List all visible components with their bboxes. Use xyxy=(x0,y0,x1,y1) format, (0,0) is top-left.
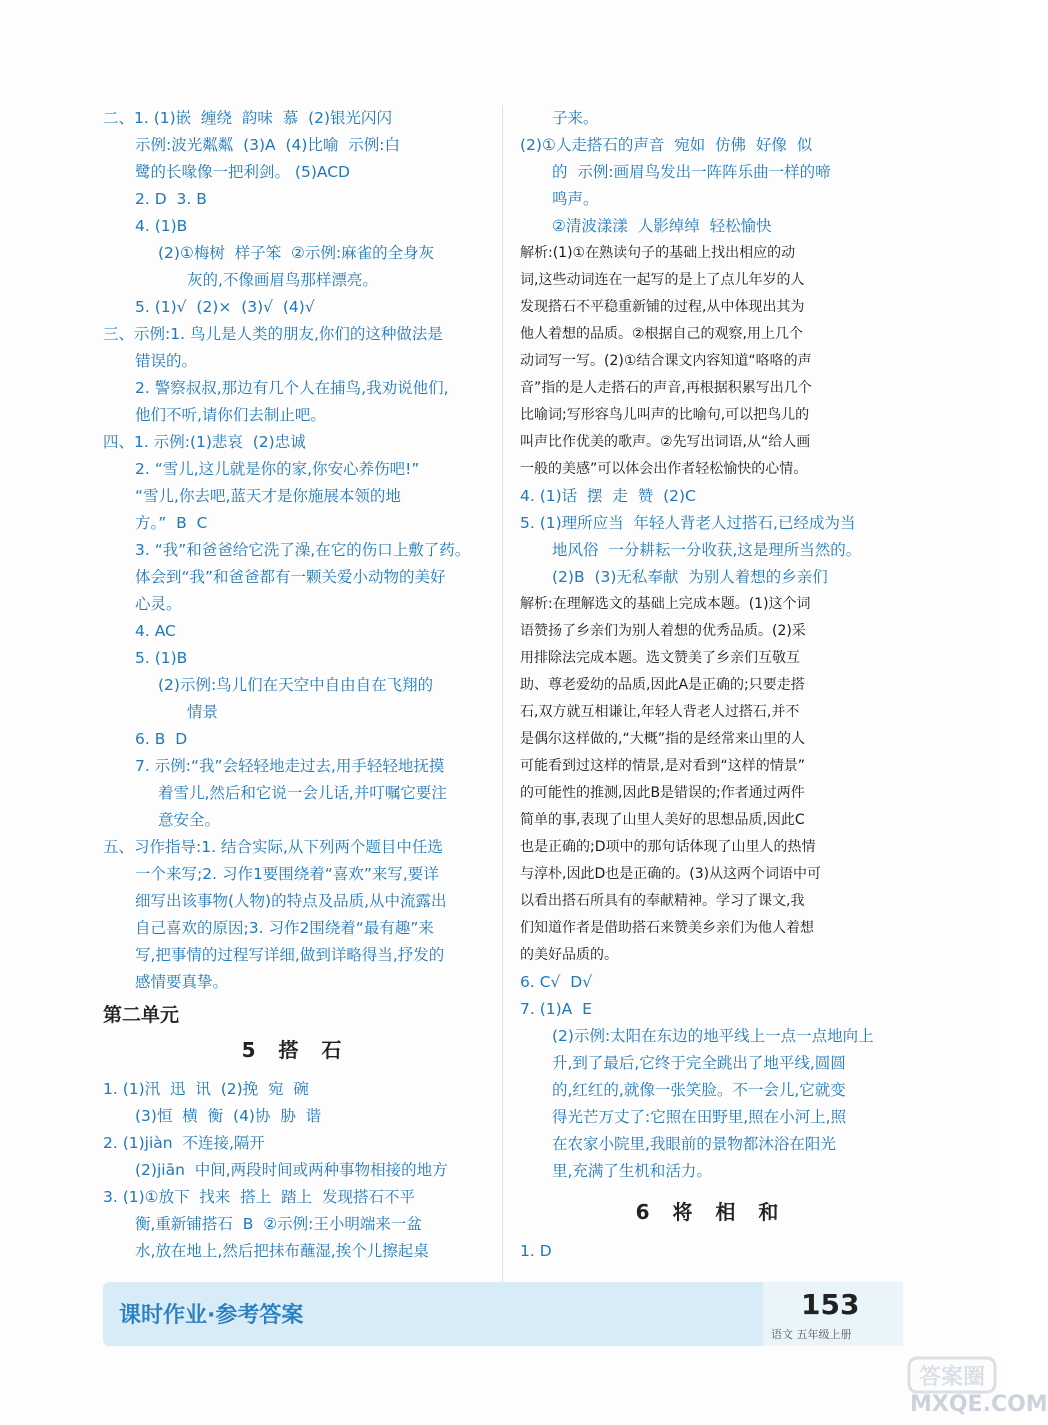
page-number: 153 xyxy=(801,1288,860,1321)
left-column-line: 着雪儿,然后和它说一会儿话,并叮嘱它要注 xyxy=(158,784,447,802)
right-column-line: 鸣声。 xyxy=(552,190,599,208)
right-column-line: 助、尊老爱幼的品质,因此A是正确的;只要走搭 xyxy=(520,677,805,693)
left-column-line: 自己喜欢的原因;3. 习作2围绕着“最有趣”来 xyxy=(135,919,434,937)
left-column-line: 体会到“我”和爸爸都有一颗关爱小动物的美好 xyxy=(135,568,446,586)
left-column-line: 5. (1)√ (2)× (3)√ (4)√ xyxy=(135,298,315,316)
right-column-line: 石,双方就互相谦让,年轻人背老人过搭石,并不 xyxy=(520,704,800,720)
left-column-line: 细写出该事物(人物)的特点及品质,从中流露出 xyxy=(135,892,447,910)
unit-title: 第二单元 xyxy=(103,1004,180,1026)
left-column-line: 意安全。 xyxy=(158,811,221,829)
watermark-site: MXQE.COM xyxy=(910,1392,1048,1417)
right-column-line: 是偶尔这样做的,“大概”指的是经常来山里的人 xyxy=(520,731,805,747)
right-column-line: (2)示例:太阳在东边的地平线上一点一点地向上 xyxy=(552,1027,874,1045)
lesson5-lines-line: 衡,重新铺搭石 B ②示例:王小明端来一盆 xyxy=(135,1215,422,1233)
right-column-line: 地风俗 一分耕耘一分收获,这是理所当然的。 xyxy=(552,541,862,559)
right-column-line: 得光芒万丈了:它照在田野里,照在小河上,照 xyxy=(552,1108,847,1126)
left-column-line: 示例:波光粼粼 (3)A (4)比喻 示例:白 xyxy=(135,136,401,154)
left-column-line: 鹭的长喙像一把利剑。 (5)ACD xyxy=(135,163,350,181)
column-divider xyxy=(502,105,503,1285)
lesson5-lines-line: (3)恒 横 衡 (4)协 胁 谐 xyxy=(135,1107,322,1125)
right-column-line: 用排除法完成本题。选文赞美了乡亲们互敬互 xyxy=(520,650,800,666)
right-column-line: 发现搭石不平稳重新铺的过程,从中体现出其为 xyxy=(520,299,805,315)
lesson-5-title: 5 搭 石 xyxy=(241,1038,350,1062)
right-column-line: 可能看到过这样的情景,是对看到“这样的情景” xyxy=(520,758,805,774)
right-column-line: 解析:(1)①在熟读句子的基础上找出相应的动 xyxy=(520,245,796,261)
right-column xyxy=(520,105,902,1265)
left-column-line: 2. D 3. B xyxy=(135,190,207,208)
right-column-line: 7. (1)A E xyxy=(520,1000,592,1018)
right-column-line: 们知道作者是借助搭石来赞美乡亲们为他人着想 xyxy=(520,920,814,936)
watermark-logo-icon xyxy=(905,1352,1000,1422)
lesson5-lines-line: 2. (1)jiàn 不连接,隔开 xyxy=(103,1134,265,1152)
right-column-line: 的 示例:画眉鸟发出一阵阵乐曲一样的啼 xyxy=(552,163,831,181)
right-column-line: 升,到了最后,它终于完全跳出了地平线,圆圆 xyxy=(552,1054,846,1072)
right-column-line: 的可能性的推测,因此B是错误的;作者通过两件 xyxy=(520,785,805,801)
left-column xyxy=(103,105,488,1265)
right-column-line: 音”指的是人走搭石的声音,再根据积累写出几个 xyxy=(520,380,812,396)
right-column-line: 词,这些动词连在一起写的是上了点儿年岁的人 xyxy=(520,272,805,288)
page-footer xyxy=(103,1282,903,1346)
right-column-line: 他人着想的品质。②根据自己的观察,用上几个 xyxy=(520,326,803,342)
right-column-line: 与淳朴,因此D也是正确的。(3)从这两个词语中可 xyxy=(520,866,822,882)
right-column-line: 也是正确的;D项中的那句话体现了山里人的热情 xyxy=(520,839,816,855)
left-column-line: 错误的。 xyxy=(135,352,198,370)
lesson5-lines-line: (2)jiān 中间,两段时间或两种事物相接的地方 xyxy=(135,1161,448,1179)
right-column-line: 简单的事,表现了山里人美好的思想品质,因此C xyxy=(520,812,805,828)
right-column-line: 动词写一写。(2)①结合课文内容知道“咯咯的声 xyxy=(520,353,812,369)
left-column-line: 情景 xyxy=(187,703,219,721)
left-column-line: 4. (1)B xyxy=(135,217,188,235)
right-column-line: 解析:在理解选文的基础上完成本题。(1)这个词 xyxy=(520,596,811,612)
lesson6-lines-line: 1. D xyxy=(520,1242,552,1260)
lesson-6-answers xyxy=(520,1238,902,1265)
left-column-line: 一个来写;2. 习作1要围绕着“喜欢”来写,要详 xyxy=(135,865,439,883)
left-column-line: 二、1. (1)嵌 缠绕 韵味 慕 (2)银光闪闪 xyxy=(103,109,393,127)
left-answer-lines xyxy=(103,105,488,996)
footer-page-box xyxy=(763,1282,903,1346)
left-column-line: 灰的,不像画眉鸟那样漂亮。 xyxy=(187,271,378,289)
lesson-5-answers xyxy=(103,1076,488,1265)
left-column-line: “雪儿,你去吧,蓝天才是你施展本领的地 xyxy=(135,487,401,505)
lesson5-lines-line: 水,放在地上,然后把抹布蘸湿,挨个儿擦起桌 xyxy=(135,1242,429,1260)
left-column-line: 四、1. 示例:(1)悲哀 (2)忠诚 xyxy=(103,433,306,451)
left-column-line: 6. B D xyxy=(135,730,188,748)
right-column-line: 4. (1)话 摆 走 赞 (2)C xyxy=(520,487,696,505)
right-column-line: ②清波漾漾 人影绰绰 轻松愉快 xyxy=(552,217,772,235)
left-column-line: 4. AC xyxy=(135,622,176,640)
footer-subtitle: 语文 五年级上册 xyxy=(771,1328,852,1341)
left-column-line: 2. “雪儿,这儿就是你的家,你安心养伤吧!” xyxy=(135,460,420,478)
right-column-line: 子来。 xyxy=(552,109,599,127)
left-column-line: 三、示例:1. 鸟儿是人类的朋友,你们的这种做法是 xyxy=(103,325,443,343)
left-column-line: 2. 警察叔叔,那边有几个人在捕鸟,我劝说他们, xyxy=(135,379,449,397)
left-column-line: 五、习作指导:1. 结合实际,从下列两个题目中任选 xyxy=(103,838,443,856)
footer-title: 课时作业·参考答案 xyxy=(119,1303,304,1328)
left-column-line: 方。” B C xyxy=(135,514,208,532)
left-column-line: 感情要真挚。 xyxy=(135,973,229,991)
right-column-line: 6. C√ D√ xyxy=(520,973,593,991)
left-column-line: 7. 示例:“我”会轻轻地走过去,用手轻轻地抚摸 xyxy=(135,757,445,775)
right-column-line: (2)①人走搭石的声音 宛如 仿佛 好像 似 xyxy=(520,136,813,154)
left-column-line: 他们不听,请你们去制止吧。 xyxy=(135,406,326,424)
right-column-line: 的,红红的,就像一张笑脸。不一会儿,它就变 xyxy=(552,1081,846,1099)
left-column-line: 3. “我”和爸爸给它洗了澡,在它的伤口上敷了药。 xyxy=(135,541,471,559)
left-column-line: 写,把事情的过程写详细,做到详略得当,抒发的 xyxy=(135,946,445,964)
right-column-line: 语赞扬了乡亲们为别人着想的优秀品质。(2)采 xyxy=(520,623,806,639)
right-column-line: 比喻词;写形容鸟儿叫声的比喻句,可以把鸟儿的 xyxy=(520,407,810,423)
left-column-line: 心灵。 xyxy=(135,595,182,613)
right-answer-lines xyxy=(520,105,902,1185)
right-column-line: (2)B (3)无私奉献 为别人着想的乡亲们 xyxy=(552,568,828,586)
lesson-6-title: 6 将 相 和 xyxy=(635,1200,787,1224)
right-column-line: 一般的美感”可以体会出作者轻松愉快的心情。 xyxy=(520,461,808,477)
footer-band xyxy=(103,1282,763,1346)
right-column-line: 以看出搭石所具有的奉献精神。学习了课文,我 xyxy=(520,893,805,909)
right-column-line: 在农家小院里,我眼前的景物都沐浴在阳光 xyxy=(552,1135,836,1153)
right-column-line: 5. (1)理所应当 年轻人背老人过搭石,已经成为当 xyxy=(520,514,856,532)
right-column-line: 叫声比作优美的歌声。②先写出词语,从“给人画 xyxy=(520,434,811,450)
watermark-brand: 答案圈 xyxy=(918,1365,986,1390)
lesson5-lines-line: 1. (1)汛 迅 讯 (2)挽 宛 碗 xyxy=(103,1080,309,1098)
left-column-line: 5. (1)B xyxy=(135,649,188,667)
lesson5-lines-line: 3. (1)①放下 找来 搭上 踏上 发现搭石不平 xyxy=(103,1188,415,1206)
left-column-line: (2)①梅树 样子笨 ②示例:麻雀的全身灰 xyxy=(158,244,435,262)
right-column-line: 的美好品质的。 xyxy=(520,947,618,963)
left-column-line: (2)示例:鸟儿们在天空中自由自在飞翔的 xyxy=(158,676,434,694)
right-column-line: 里,充满了生机和活力。 xyxy=(552,1162,712,1180)
